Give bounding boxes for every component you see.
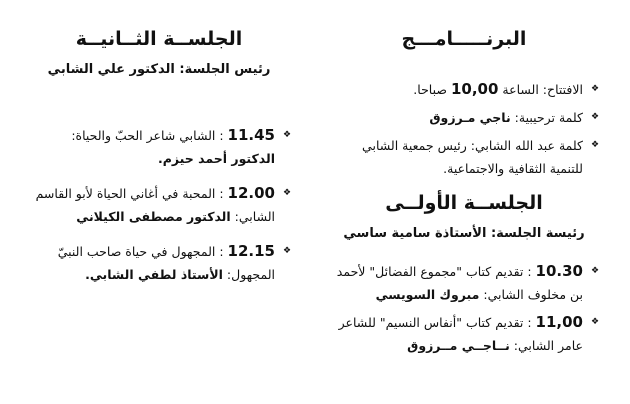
item-time: 12.00 bbox=[227, 184, 275, 202]
left-column bbox=[0, 0, 312, 298]
item-text: : المجهول في حياة صاحب النبيّ المجهول: bbox=[57, 244, 275, 282]
program-title: البرنـــــامـــج bbox=[401, 28, 527, 50]
item-text: : الشابي شاعر الحبّ والحياة: bbox=[71, 128, 228, 143]
speaker-name: الأستاذ لطفي الشابي. bbox=[85, 267, 223, 282]
session1-chair: رئيسة الجلسة: الأستاذة سامية ساسي bbox=[343, 226, 585, 241]
program-item-opening bbox=[326, 78, 602, 101]
program-item-speech bbox=[326, 134, 602, 180]
session2-title: الجلســة الثــانيــة bbox=[75, 28, 243, 50]
item-time: 12.15 bbox=[227, 242, 275, 260]
item-time: 10,00 bbox=[450, 80, 499, 98]
diamond-bullet-icon: ❖ bbox=[282, 130, 292, 140]
speaker-name: مبروك السويسي bbox=[375, 287, 480, 302]
item-text: كلمة ترحيبية: bbox=[510, 110, 583, 125]
spacer bbox=[326, 52, 602, 78]
session1-title: الجلســة الأولــى bbox=[385, 192, 543, 214]
item-text: صباحا. bbox=[413, 82, 451, 97]
diamond-bullet-icon: ❖ bbox=[590, 112, 600, 122]
item-text: : المحبة في أغاني الحياة لأبو القاسم الشابي: bbox=[35, 186, 275, 224]
right-column bbox=[312, 0, 630, 362]
diamond-bullet-icon: ❖ bbox=[590, 317, 600, 327]
item-time: 10.30 bbox=[535, 262, 583, 280]
diamond-bullet-icon: ❖ bbox=[590, 140, 600, 150]
item-time: 11,00 bbox=[535, 313, 583, 331]
item-text: : تقديم كتاب "مجموع الفضائل" لأحمد بن مخلوف الشابي: bbox=[336, 264, 583, 302]
session2-item-3 bbox=[24, 240, 294, 286]
session2-item-2 bbox=[24, 182, 294, 228]
item-text: الافتتاح: الساعة bbox=[498, 82, 583, 97]
program-item-welcome bbox=[326, 106, 602, 129]
speaker-name: الدكتور أحمد حيزم. bbox=[158, 151, 275, 166]
diamond-bullet-icon: ❖ bbox=[282, 188, 292, 198]
speaker-name: ناجي مـرزوق bbox=[429, 110, 511, 125]
item-text: كلمة عبد الله الشابي: رئيس جمعية الشابي للتنمية الثقافية والاجتماعية. bbox=[362, 138, 583, 176]
session2-item-1 bbox=[24, 124, 294, 170]
diamond-bullet-icon: ❖ bbox=[590, 84, 600, 94]
spacer bbox=[24, 96, 294, 124]
item-time: 11.45 bbox=[227, 126, 275, 144]
diamond-bullet-icon: ❖ bbox=[590, 266, 600, 276]
session1-item-2 bbox=[326, 311, 602, 357]
session2-chair: رئيس الجلسة: الدكتور علي الشابي bbox=[47, 62, 271, 77]
item-text: : تقديم كتاب "أنفاس النسيم" للشاعر عامر الشابي: bbox=[338, 315, 583, 353]
speaker-name: الدكتور مصطفى الكيلاني bbox=[76, 209, 231, 224]
diamond-bullet-icon: ❖ bbox=[282, 246, 292, 256]
speaker-name: نــاجــي مــرزوق bbox=[407, 338, 510, 353]
session1-item-1 bbox=[326, 260, 602, 306]
